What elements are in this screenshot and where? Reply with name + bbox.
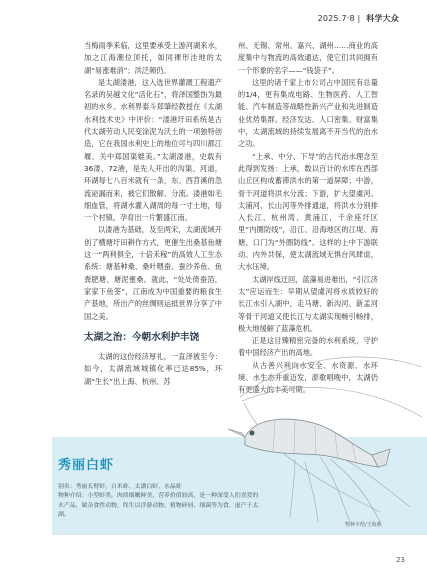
body-paragraph: 正是这目臻精密完备的水利系统，守护着中国经济产出的高地。 bbox=[238, 336, 378, 358]
species-alias: 别名：秀丽长臂虾，白米虾、太湖白虾、水晶虾 bbox=[58, 484, 182, 490]
body-paragraph: 太湖的这份经济厚礼，一直泽被至今：如今，太湖流域城镇化率已达85%，环湖“生长”出上海、杭州、苏 bbox=[84, 352, 222, 386]
publication-name: 科学大众 bbox=[366, 14, 399, 23]
section-title: 太湖之治：今朝水利护丰饶 bbox=[84, 331, 200, 343]
issue-date: 2025.7·8 bbox=[317, 14, 355, 23]
page-number: 23 bbox=[396, 556, 405, 564]
body-paragraph: 当梅雨季来临，这里要承受上游河湖来水，加之江海潮位顶托，如同裸形洼地的太湖“易涨难消”；洪泛频仍。 bbox=[84, 41, 222, 75]
left-column bbox=[84, 40, 222, 388]
species-description bbox=[58, 483, 264, 521]
body-paragraph: 这里的诸千家上市公司占中国民有总量的1/4，更有集成电路、生物医药、人工智能、汽车制造等战略性新兴产业和先进制造业优势集群。经济发达、人口密集、财富集中，太湖流域的持续发展离不开当代的治水之功。 bbox=[238, 77, 378, 149]
body-paragraph: 太湖岸线迂回，蓝藻易进难出，“引江济太”应运而生：早期从望虞河将水质较好的长江水引入湖中，走马塘、新沟河、新孟河等骨干河道又使长江与太湖实现畅引畅排，极大地缓解了蓝藻危机。 bbox=[238, 274, 378, 333]
body-paragraph: 州、无锡、常州、嘉兴、湖州……商业的高度集中与物流的高效通达，使它们共同拥有一个形象的名字——“钱袋子”。 bbox=[238, 41, 378, 75]
body-paragraph: 从古善兴利向水安全、水资源、水环境、水生态并重迈发，澎歌唱晚中，太湖仍有更盛大的丰美可期。 bbox=[238, 360, 378, 395]
body-paragraph: 以溇港为基础，及至两宋，太湖流域开创了横塘圩田耕作方式，更催生出桑基鱼塘这一“两利俱全，十倍禾稼”的高效人工生态系统：塘基种桑、桑叶喂蚕、蚕沙养鱼、鱼粪肥塘、塘泥壅桑。就此，“处处倚蚕箔，家家下鱼筌”，江南成为中国重要的粮食生产基地，所出产的丝绸则运抵世界分享了中国之美。 bbox=[84, 225, 222, 321]
species-intro: 物种介绍：小型虾类，肉质细嫩鲜美，营养价值较高，是一种深受人们喜爱的水产品，属杂食性动物，终生以浮游动物、植物碎屑、细菌等为食，虚产于太湖。 bbox=[58, 493, 259, 519]
body-paragraph: 是太湖溇港，这入选世界灌溉工程遗产名录的吴越文化“活化石”，将泽国整饬为最初的水乡。水利界泰斗郑肇经教授在《太湖水利技术史》中评价：“溇港圩田系统是古代太湖劳动人民变涂泥为沃土的一项独特创造，它在我国水利史上的地位可与四川都江堰、关中郑国渠媲美。”太湖溇港，史载有36溇、72港，是先人开出的沟渠、河道，环湖每七八百米就有一条，东、西苕溪的急流泌漏而来，被它们散解、分流。溇港如毛细血管，将湖水灌入湖周的每一寸土地，每一个村镇，孕育出一片繁盛江南。 bbox=[84, 77, 222, 223]
page-header: 2025.7·8 | 科学大众 bbox=[317, 14, 399, 23]
body-paragraph: “上承、中分、下导”的古代治水理念至此得到发扬：上承，数以百计的水库在西部山丘区构成蓄滞洪水的第一道屏障；中游，骨干河道将洪水分流；下游，扩大望虞河、太浦河、长山河等外排通道，将洪水分别排入长江、杭州湾、黄浦江，千余座圩区里“内圈防线”，沿江、沿海地区的江堤、海塘、口门为“外圈防线”。这样的上中下游联动、内外共保，使太湖流域无惧台风肆虐，大水压境。 bbox=[238, 151, 378, 272]
illustration-credit: 物种手绘/王海燕 bbox=[345, 522, 382, 528]
species-title: 秀丽白虾 bbox=[58, 458, 115, 473]
